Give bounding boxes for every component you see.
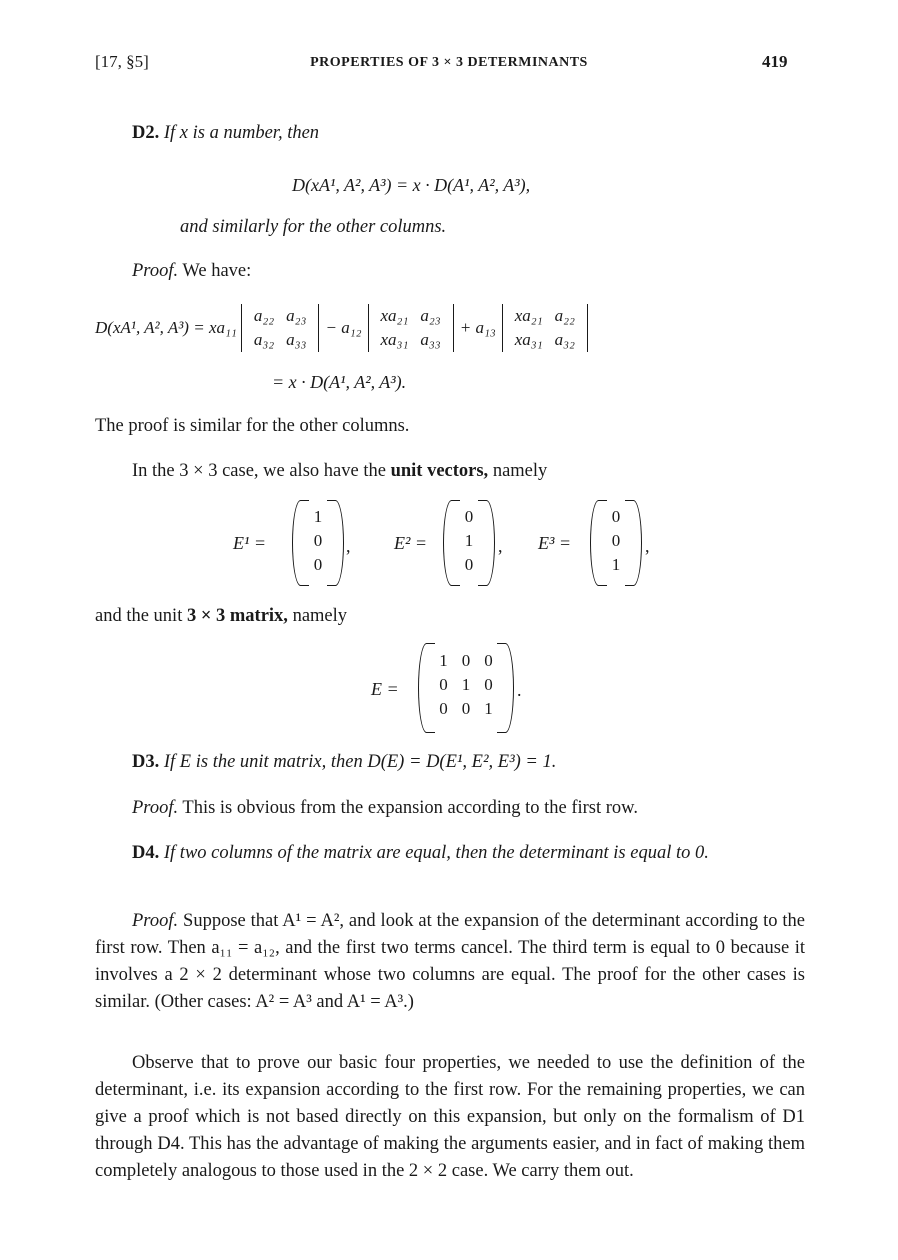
d3-text: If E is the unit matrix, then D(E) = D(E¹, E², E³) = 1. — [163, 752, 557, 772]
running-title: PROPERTIES OF 3 × 3 DETERMINANTS — [310, 55, 588, 70]
intro-bold: unit vectors, — [390, 461, 489, 481]
matrix-entry: 1 — [484, 699, 493, 718]
proof-label: Proof. — [132, 798, 179, 818]
det-cell: a₂₂ — [253, 306, 275, 325]
proof-text: Suppose that A¹ = A², and look at the expansion of the determinant according to the first row. Then a₁₁ = a₁₂, and the first two terms cancel. The third term is equal to 0 because it involves a 2 × 2 determinant whose two columns are equal. The proof for the other cases is similar. (Other cases: A² = A³ and A¹ = A³.) — [95, 911, 805, 1012]
vec-entry: 0 — [611, 507, 621, 526]
comma: , — [346, 536, 351, 556]
vec-entry: 0 — [464, 507, 474, 526]
e1-vector — [292, 500, 344, 584]
d2-after: and similarly for the other columns. — [180, 217, 447, 237]
d3-statement — [132, 749, 802, 776]
right-paren — [327, 500, 344, 586]
e3-vector — [590, 500, 642, 584]
matrix-entry: 0 — [484, 651, 493, 670]
minor-det-2 — [368, 304, 454, 352]
period: . — [517, 680, 522, 700]
proof-label: Proof. — [132, 911, 179, 931]
d4-proof — [95, 908, 805, 1016]
intro-text: In the 3 × 3 case, we also have the — [132, 461, 391, 481]
proof-label: Proof. — [132, 261, 179, 281]
unit-matrix — [418, 643, 514, 731]
intro-text: and the unit — [95, 606, 187, 626]
unit-vectors-intro — [132, 458, 842, 485]
det-cell: xa₃₁ — [514, 330, 543, 349]
vec-entry: 0 — [611, 531, 621, 550]
det-cell: a₂₃ — [420, 306, 441, 325]
vec-entry: 1 — [611, 555, 621, 574]
det-cell: a₃₂ — [253, 330, 275, 349]
matrix-entry: 1 — [439, 651, 448, 670]
matrix-entry: 0 — [461, 651, 471, 670]
vec-entry: 0 — [313, 555, 323, 574]
matrix-entries — [432, 649, 500, 721]
matrix-entry: 0 — [439, 675, 448, 694]
det-cell: a₂₂ — [554, 306, 575, 325]
det-cell: a₂₃ — [286, 306, 307, 325]
proof-closing: The proof is similar for the other columns. — [95, 416, 410, 436]
det-cell: xa₂₁ — [380, 306, 409, 325]
det-cell: xa₂₁ — [514, 306, 543, 325]
matrix-entry: 0 — [461, 699, 471, 718]
proof-text: This is obvious from the expansion according to the first row. — [182, 798, 638, 818]
plus-term: + a₁₃ — [459, 318, 496, 337]
left-paren — [590, 500, 607, 586]
e1-label: E¹ = — [233, 533, 267, 553]
vec-entry: 1 — [313, 507, 323, 526]
matrix-entry: 1 — [461, 675, 471, 694]
d2-statement — [132, 120, 802, 147]
vec-entry: 0 — [464, 555, 474, 574]
section-reference: [17, §5] — [95, 52, 149, 71]
proof-text: We have: — [182, 261, 252, 281]
d4-text: If two columns of the matrix are equal, then the determinant is equal to 0. — [163, 843, 709, 863]
intro-text: namely — [287, 606, 348, 626]
unit-matrix-intro — [95, 603, 805, 630]
page-number: 419 — [762, 52, 788, 71]
e2-vector — [443, 500, 495, 584]
left-paren — [418, 643, 435, 733]
left-paren — [443, 500, 460, 586]
matrix-entry: 0 — [439, 699, 448, 718]
proof-d2-intro — [132, 258, 842, 285]
expansion-row — [95, 300, 815, 356]
d2-label: D2. — [132, 123, 160, 143]
intro-text: namely — [488, 461, 548, 481]
d4-label: D4. — [132, 843, 160, 863]
left-paren — [292, 500, 309, 586]
comma: , — [498, 536, 503, 556]
observe-paragraph: Observe that to prove our basic four properties, we needed to use the definition of the determinant, i.e. its expansion according to the first row. For the remaining properties, we can give a proof which is not based directly on this expansion, but only on the formalism of D1 through D4. This has the advantage of making the arguments easier, and in fact of making them completely analogous to those used in the 2 × 2 case. We carry them out. — [95, 1053, 805, 1181]
det-cell: a₃₂ — [554, 330, 575, 349]
e2-label: E² = — [394, 533, 428, 553]
det-cell: a₃₃ — [286, 330, 307, 349]
comma: , — [645, 536, 650, 556]
d3-proof — [132, 795, 802, 822]
det-cell: xa₃₁ — [380, 330, 409, 349]
expansion-result: = x · D(A¹, A², A³). — [272, 372, 407, 392]
e-matrix-label: E = — [371, 679, 399, 699]
intro-bold: 3 × 3 matrix, — [186, 606, 288, 626]
d2-text: If x is a number, then — [163, 123, 320, 143]
e3-label: E³ = — [538, 533, 572, 553]
right-paren — [625, 500, 642, 586]
det-cell: a₃₃ — [420, 330, 441, 349]
minus-term: − a₁₂ — [325, 318, 362, 337]
vec-entry: 1 — [464, 531, 474, 550]
vec-entry: 0 — [313, 531, 323, 550]
expansion-lhs: D(xA¹, A², A³) = xa₁₁ — [95, 318, 237, 337]
right-paren — [497, 643, 514, 733]
minor-det-1 — [241, 304, 320, 352]
minor-det-3 — [502, 304, 588, 352]
d4-statement — [132, 840, 802, 867]
matrix-entry: 0 — [484, 675, 493, 694]
d2-formula: D(xA¹, A², A³) = x · D(A¹, A², A³), — [292, 175, 531, 195]
right-paren — [478, 500, 495, 586]
d3-label: D3. — [132, 752, 160, 772]
